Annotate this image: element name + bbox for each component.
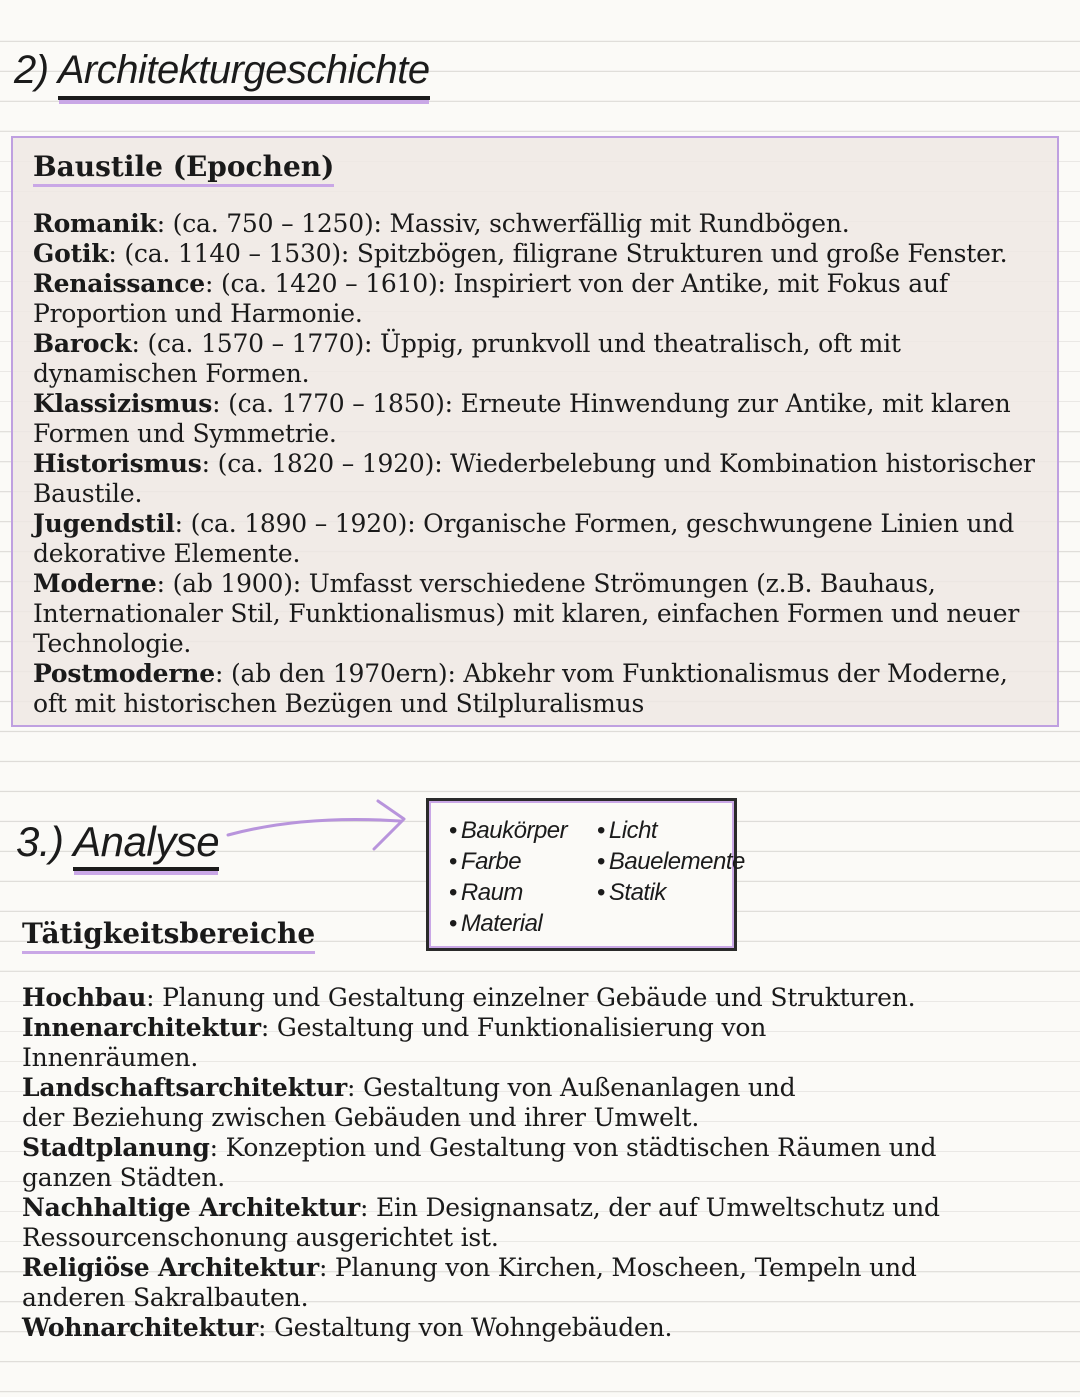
epoch-description: : (ca. 1770 – 1850): Erneute Hinwendung zur Antike, mit klaren Formen und Symmetrie. <box>33 389 1011 448</box>
activity-name: Innenarchitektur <box>22 1013 261 1042</box>
activity-description: : Gestaltung von Wohngebäuden. <box>258 1313 673 1342</box>
taetigkeiten-title: Tätigkeitsbereiche <box>22 917 315 954</box>
analysis-item: • Statik <box>597 877 745 908</box>
activity-description: : Ein Designansatz, der auf Umweltschutz und Ressourcenschonung ausgerichtet ist. <box>22 1193 940 1252</box>
epoch-entry-renaissance <box>33 269 1043 329</box>
baustile-box <box>11 136 1059 727</box>
activity-name: Wohnarchitektur <box>22 1313 259 1342</box>
epoch-entry-historismus <box>33 449 1043 509</box>
activity-name: Stadtplanung <box>22 1133 210 1162</box>
analysis-list-right <box>597 815 745 908</box>
epoch-entry-barock <box>33 329 1043 389</box>
epoch-name: Barock <box>33 329 132 358</box>
epoch-description: : (ab 1900): Umfasst verschiedene Strömungen (z.B. Bauhaus, Internationaler Stil, Funktionalismus) mit klaren, einfachen Formen und neuer Technologie. <box>33 569 1020 658</box>
analysis-aspects-box <box>426 798 745 951</box>
epoch-description: : (ca. 1420 – 1610): Inspiriert von der Antike, mit Fokus auf Proportion und Harmonie. <box>33 269 948 328</box>
activity-entry-landschaftsarchitektur <box>22 1073 842 1133</box>
epoch-description: : (ca. 750 – 1250): Massiv, schwerfällig mit Rundbögen. <box>156 209 850 238</box>
activity-name: Religiöse Architektur <box>22 1253 319 1282</box>
epoch-entry-romanik <box>33 209 1043 239</box>
analysis-item: • Farbe <box>449 846 567 877</box>
activity-entry-innenarchitektur <box>22 1013 782 1073</box>
activity-entry-nachhaltige-architektur <box>22 1193 942 1253</box>
epoch-name: Historismus <box>33 449 202 478</box>
baustile-title: Baustile (Epochen) <box>33 150 334 187</box>
epoch-name: Gotik <box>33 239 109 268</box>
baustile-list <box>33 209 1043 719</box>
activity-description: : Gestaltung und Funktionalisierung von Innenräumen. <box>22 1013 767 1072</box>
analysis-item: • Baukörper <box>449 815 567 846</box>
epoch-description: : (ab den 1970ern): Abkehr vom Funktionalismus der Moderne, oft mit historischen Bezügen und Stilpluralismus <box>33 659 1008 718</box>
epoch-entry-moderne <box>33 569 1043 659</box>
analysis-item: • Raum <box>449 877 567 908</box>
activity-entry-wohnarchitektur <box>22 1313 1062 1343</box>
epoch-name: Renaissance <box>33 269 206 298</box>
epoch-name: Romanik <box>33 209 157 238</box>
activity-description: : Planung von Kirchen, Moscheen, Tempeln und anderen Sakralbauten. <box>22 1253 917 1312</box>
taetigkeiten-list <box>22 983 1062 1343</box>
epoch-name: Moderne <box>33 569 157 598</box>
epoch-entry-postmoderne <box>33 659 1043 719</box>
epoch-entry-gotik <box>33 239 1043 269</box>
analysis-list-left <box>449 815 567 939</box>
analysis-item: • Licht <box>597 815 745 846</box>
section-3-number: 3.) <box>16 818 64 865</box>
activity-description: : Konzeption und Gestaltung von städtischen Räumen und ganzen Städten. <box>22 1133 937 1192</box>
epoch-description: : (ca. 1820 – 1920): Wiederbelebung und Kombination historischer Baustile. <box>33 449 1035 508</box>
epoch-name: Postmoderne <box>33 659 215 688</box>
activity-entry-religioese-architektur <box>22 1253 922 1313</box>
section-2-heading <box>14 40 430 100</box>
section-3-heading <box>16 812 219 872</box>
activity-entry-hochbau <box>22 983 1062 1013</box>
activity-name: Hochbau <box>22 983 147 1012</box>
epoch-description: : (ca. 1570 – 1770): Üppig, prunkvoll und theatralisch, oft mit dynamischen Formen. <box>33 329 901 388</box>
activity-name: Nachhaltige Architektur <box>22 1193 360 1222</box>
activity-description: : Planung und Gestaltung einzelner Gebäude und Strukturen. <box>146 983 916 1012</box>
epoch-name: Klassizismus <box>33 389 213 418</box>
activity-name: Landschaftsarchitektur <box>22 1073 348 1102</box>
analysis-item: • Bauelemente <box>597 846 745 877</box>
activity-entry-stadtplanung <box>22 1133 942 1193</box>
epoch-description: : (ca. 1890 – 1920): Organische Formen, geschwungene Linien und dekorative Elemente. <box>33 509 1015 568</box>
epoch-entry-jugendstil <box>33 509 1043 569</box>
analysis-item: • Material <box>449 908 567 939</box>
activity-description: : Gestaltung von Außenanlagen und der Beziehung zwischen Gebäuden und ihrer Umwelt. <box>22 1073 796 1132</box>
epoch-name: Jugendstil <box>33 509 175 538</box>
section-2-title: Architekturgeschichte <box>58 48 430 100</box>
section-2-number: 2) <box>14 48 49 92</box>
section-3-title: Analyse <box>73 818 219 871</box>
epoch-description: : (ca. 1140 – 1530): Spitzbögen, filigrane Strukturen und große Fenster. <box>108 239 1008 268</box>
arrow-right-icon <box>220 795 420 865</box>
epoch-entry-klassizismus <box>33 389 1043 449</box>
